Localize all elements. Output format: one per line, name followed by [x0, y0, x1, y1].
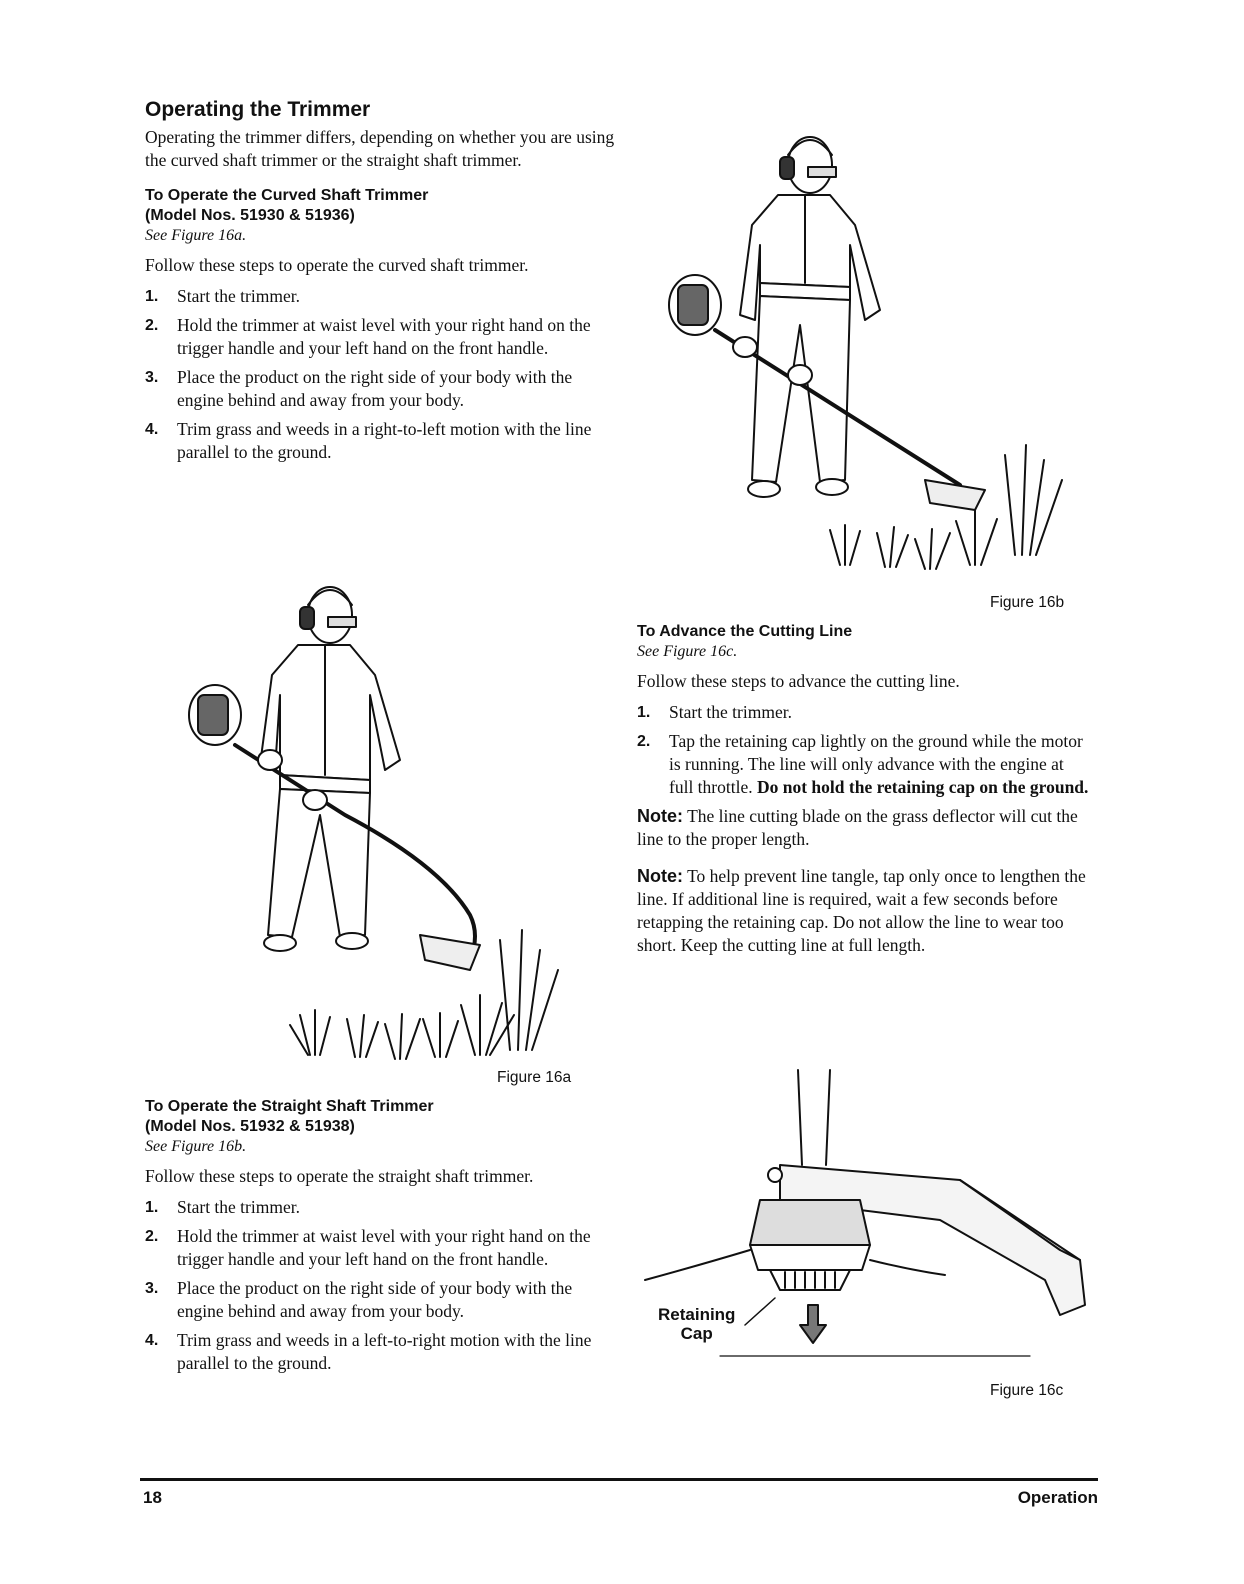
footer-divider: [140, 1478, 1098, 1481]
list-item: 3. Place the product on the right side of your body with the engine behind and away from your body.: [145, 367, 573, 410]
straight-heading-line2: (Model Nos. 51932 & 51938): [145, 1118, 355, 1135]
list-item: 2. Hold the trimmer at waist level with your right hand on the trigger handle and your left hand on the front handle.: [145, 1226, 591, 1269]
note-2: Note: To help prevent line tangle, tap only once to lengthen the line. If additional line is required, wait a few seconds before retapping the retaining cap. Do not allow the line to wear too short. Keep the cutting line at full length.: [637, 866, 1086, 955]
curved-see-figure: See Figure 16a.: [145, 227, 247, 244]
list-item: 1. Start the trimmer.: [145, 1197, 300, 1217]
page-number: 18: [143, 1488, 162, 1507]
straight-lead: Follow these steps to operate the straight shaft trimmer.: [145, 1166, 534, 1186]
curved-steps-list: [145, 285, 615, 464]
list-item: 3. Place the product on the right side of your body with the engine behind and away from your body.: [145, 1278, 573, 1321]
list-item: 2. Hold the trimmer at waist level with your right hand on the trigger handle and your left hand on the front handle.: [145, 315, 591, 358]
list-item: 1. Start the trimmer.: [145, 286, 300, 306]
page-title: Operating the Trimmer: [145, 98, 371, 121]
straight-heading-line1: To Operate the Straight Shaft Trimmer: [145, 1098, 434, 1115]
advance-steps-list: [637, 701, 1092, 799]
intro-paragraph: Operating the trimmer differs, depending on whether you are using the curved shaft trimmer or the straight shaft trimmer.: [145, 127, 615, 170]
advance-section: [637, 622, 1092, 957]
retaining-cap-label: Retaining Cap: [658, 1305, 736, 1343]
left-column: [145, 98, 615, 470]
list-item: 4. Trim grass and weeds in a left-to-right motion with the line parallel to the ground.: [145, 1330, 592, 1373]
straight-section: [145, 1097, 615, 1381]
straight-see-figure: See Figure 16b.: [145, 1138, 247, 1155]
curved-lead: Follow these steps to operate the curved shaft trimmer.: [145, 255, 529, 275]
advance-heading: To Advance the Cutting Line: [637, 623, 853, 640]
note-1: Note: The line cutting blade on the grass deflector will cut the line to the proper length.: [637, 806, 1078, 849]
list-item: 2. Tap the retaining cap lightly on the ground while the motor is running. The line will only advance with the engine at full throttle. Do not hold the retaining cap on the ground.: [637, 731, 1089, 797]
curved-heading-line2: (Model Nos. 51930 & 51936): [145, 207, 355, 224]
list-item: 1. Start the trimmer.: [637, 702, 792, 722]
figure-16a-illustration: [180, 575, 580, 1065]
straight-steps-list: [145, 1196, 615, 1375]
curved-heading-line1: To Operate the Curved Shaft Trimmer: [145, 187, 429, 204]
advance-lead: Follow these steps to advance the cutting line.: [637, 671, 960, 691]
figure-16b-caption: Figure 16b: [990, 594, 1065, 611]
section-name: Operation: [1017, 1488, 1098, 1507]
figure-16b-illustration: [660, 125, 1080, 585]
figure-16c-caption: Figure 16c: [990, 1382, 1064, 1399]
advance-see-figure: See Figure 16c.: [637, 643, 738, 660]
list-item: 4. Trim grass and weeds in a right-to-left motion with the line parallel to the ground.: [145, 419, 592, 462]
figure-16a-caption: Figure 16a: [497, 1069, 572, 1086]
advance-warning: Do not hold the retaining cap on the ground.: [756, 777, 1089, 797]
